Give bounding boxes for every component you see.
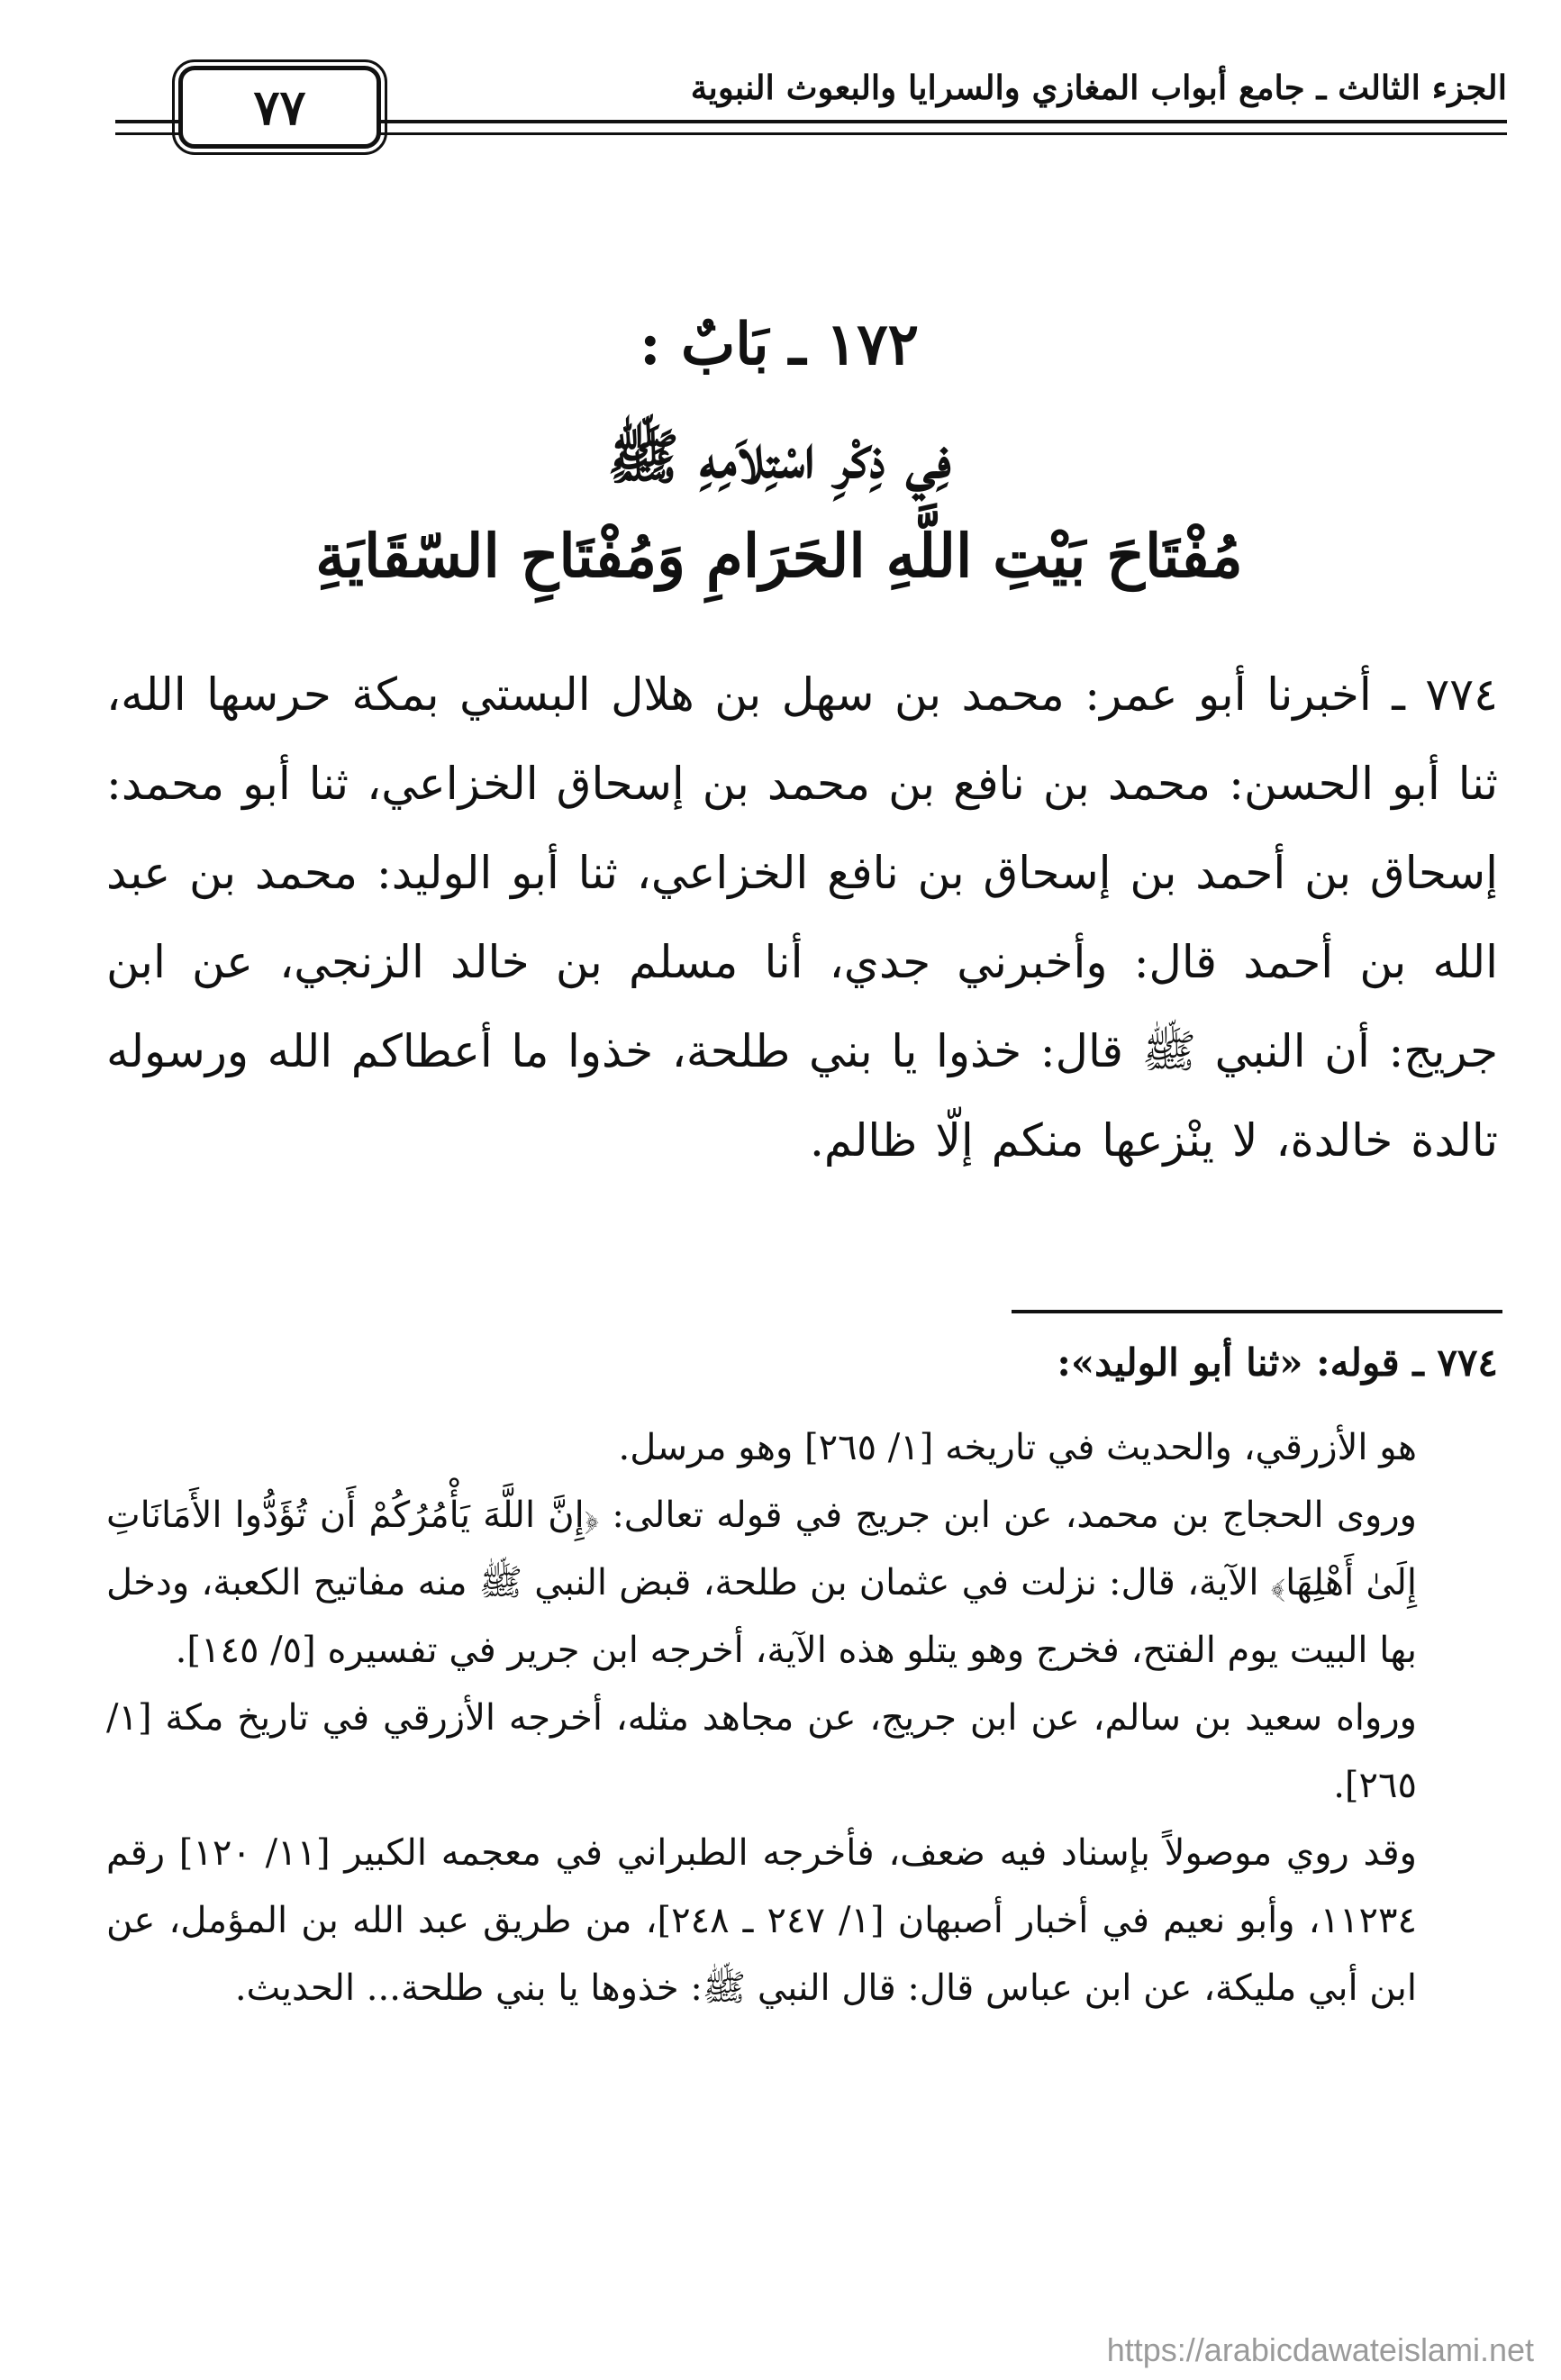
footnote-paragraph: وروى الحجاج بن محمد، عن ابن جريج في قوله تعالى: ﴿إِنَّ اللَّهَ يَأْمُرُكُمْ أَن تُؤَدُّوا الأَمَانَاتِ إِلَىٰ أَهْلِهَا﴾ الآية، قال: نزلت في عثمان بن طلحة، قبض النبي ﷺ منه مفاتيح الكعبة، ودخل بها البيت يوم الفتح، فخرج وهو يتلو هذه الآية، أخرجه ابن جرير في تفسيره [٥/ ١٤٥]. bbox=[106, 1494, 1417, 1671]
page-header bbox=[115, 50, 1507, 162]
watermark-url: https://arabicdawateislami.net bbox=[1106, 2331, 1534, 2368]
chapter-title-line-1: فِي ذِكْرِ اسْتِلاَمِهِ ﷺ bbox=[607, 422, 951, 492]
running-title: الجزء الثالث ـ جامع أبواب المغازي والسرايا والبعوث النبوية bbox=[690, 68, 1507, 107]
chapter-number-heading: ١٧٢ ـ بَابٌ : bbox=[640, 311, 919, 378]
hadith-text bbox=[106, 650, 1498, 1185]
footnote-paragraph: وقد روي موصولاً بإسناد فيه ضعف، فأخرجه الطبراني في معجمه الكبير [١١/ ١٢٠] رقم ١١٢٣٤، وأبو نعيم في أخبار أصبهان [١/ ٢٤٧ ـ ٢٤٨]، من طريق عبد الله بن المؤمل، عن ابن أبي مليكة، عن ابن عباس قال: قال النبي ﷺ: خذوها يا بني طلحة... الحديث. bbox=[106, 1832, 1417, 2009]
chapter-title-line-2: مُفْتَاحَ بَيْتِ اللَّهِ الحَرَامِ وَمُفْتَاحِ السّقَايَةِ bbox=[315, 521, 1243, 591]
footnote-divider bbox=[1012, 1310, 1502, 1313]
footnote-paragraph: ورواه سعيد بن سالم، عن ابن جريج، عن مجاهد مثله، أخرجه الأزرقي في تاريخ مكة [١/ ٢٦٥]. bbox=[106, 1697, 1417, 1806]
footnote-title: ٧٧٤ ـ قوله: «ثنا أبو الوليد»: bbox=[1057, 1340, 1498, 1385]
page-number: ٧٧ bbox=[253, 78, 306, 136]
footnote-paragraph: هو الأزرقي، والحديث في تاريخه [١/ ٢٦٥] وهو مرسل. bbox=[618, 1427, 1417, 1468]
footnote-body bbox=[106, 1414, 1498, 2022]
page-number-frame bbox=[178, 66, 381, 149]
hadith-paragraph: ٧٧٤ ـ أخبرنا أبو عمر: محمد بن سهل بن هلال البستي بمكة حرسها الله، ثنا أبو الحسن: محمد بن نافع بن محمد بن إسحاق الخزاعي، ثنا أبو محمد: إسحاق بن أحمد بن إسحاق بن نافع الخزاعي، ثنا أبو الوليد: محمد بن عبد الله بن أحمد قال: وأخبرني جدي، أنا مسلم بن خالد الزنجي، عن ابن جريج: أن النبي ﷺ قال: خذوا يا بني طلحة، خذوا ما أعطاكم الله ورسوله تالدة خالدة، لا ينْزعها منكم إلّا ظالم. bbox=[106, 668, 1498, 1167]
